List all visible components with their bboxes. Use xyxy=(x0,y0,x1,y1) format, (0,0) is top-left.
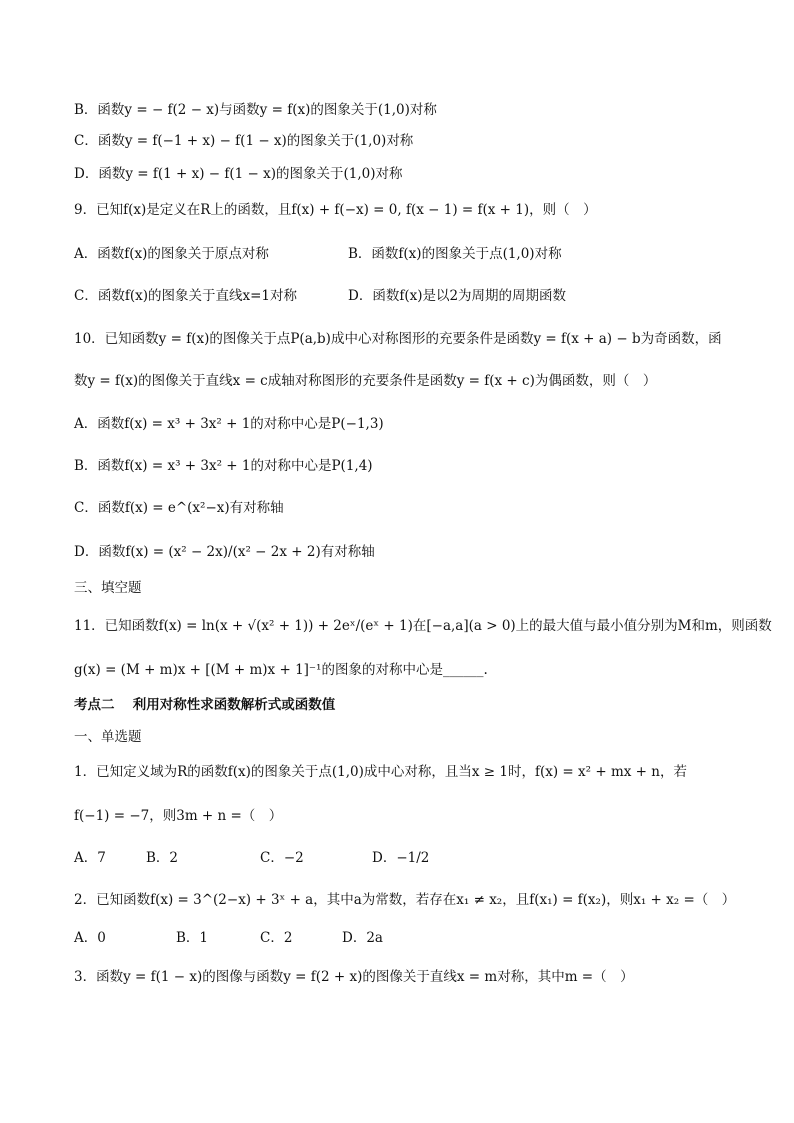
p1-stem-line1: 1．已知定义域为R的函数f(x)的图象关于点(1,0)成中心对称，且当x ≥ 1时，f(x) = x² + mx + n，若 xyxy=(74,764,687,780)
section-fill-in: 三、填空题 xyxy=(74,580,142,596)
p1-stem-line2: f(−1) = −7，则3m + n =（ ） xyxy=(74,808,283,824)
q10-option-a: A．函数f(x) = x³ + 3x² + 1的对称中心是P(−1,3) xyxy=(74,416,384,432)
q10-option-b: B．函数f(x) = x³ + 3x² + 1的对称中心是P(1,4) xyxy=(74,458,373,474)
p1-option-a: A．7 xyxy=(74,850,106,866)
p1-option-b: B．2 xyxy=(146,850,179,866)
p2-option-b: B．1 xyxy=(176,930,209,946)
p2-option-c: C．2 xyxy=(260,930,293,946)
q9-option-d: D．函数f(x)是以2为周期的周期函数 xyxy=(348,288,567,304)
q10-option-c: C．函数f(x) = e^(x²−x)有对称轴 xyxy=(74,500,284,516)
q10-option-d: D．函数f(x) = (x² − 2x)/(x² − 2x + 2)有对称轴 xyxy=(74,544,375,560)
p1-option-d: D．−1/2 xyxy=(372,850,430,866)
kaodian-heading: 考点二 利用对称性求函数解析式或函数值 xyxy=(74,697,336,713)
q11-stem-line2: g(x) = (M + m)x + [(M + m)x + 1]⁻¹的图象的对称中心是______. xyxy=(74,662,488,678)
q8-option-d: D．函数y = f(1 + x) − f(1 − x)的图象关于(1,0)对称 xyxy=(74,166,403,182)
p2-option-a: A．0 xyxy=(74,930,106,946)
section-single-choice: 一、单选题 xyxy=(74,729,142,745)
p1-option-c: C．−2 xyxy=(260,850,304,866)
q9-option-a: A．函数f(x)的图象关于原点对称 xyxy=(74,246,269,262)
q11-stem-line1: 11．已知函数f(x) = ln(x + √(x² + 1)) + 2eˣ/(eˣ + 1)在[−a,a](a > 0)上的最大值与最小值分别为M和m，则函数 xyxy=(74,618,772,634)
q8-option-c: C．函数y = f(−1 + x) − f(1 − x)的图象关于(1,0)对称 xyxy=(74,133,414,149)
q10-stem-line1: 10．已知函数y = f(x)的图像关于点P(a,b)成中心对称图形的充要条件是函数y = f(x + a) − b为奇函数，函 xyxy=(74,331,722,347)
q8-option-b: B．函数y = − f(2 − x)与函数y = f(x)的图象关于(1,0)对称 xyxy=(74,102,437,118)
q9-option-c: C．函数f(x)的图象关于直线x=1对称 xyxy=(74,288,297,304)
p2-stem: 2．已知函数f(x) = 3^(2−x) + 3ˣ + a，其中a为常数，若存在x₁ ≠ x₂，且f(x₁) = f(x₂)，则x₁ + x₂ =（ ） xyxy=(74,892,736,908)
q9-stem: 9．已知f(x)是定义在R上的函数，且f(x) + f(−x) = 0, f(x − 1) = f(x + 1)，则（ ） xyxy=(74,202,597,218)
p3-stem: 3．函数y = f(1 − x)的图像与函数y = f(2 + x)的图像关于直线x = m对称，其中m =（ ） xyxy=(74,969,634,985)
q9-option-b: B．函数f(x)的图象关于点(1,0)对称 xyxy=(348,246,562,262)
q10-stem-line2: 数y = f(x)的图像关于直线x = c成轴对称图形的充要条件是函数y = f(x + c)为偶函数，则（ ） xyxy=(74,373,657,389)
p2-option-d: D．2a xyxy=(342,930,383,946)
